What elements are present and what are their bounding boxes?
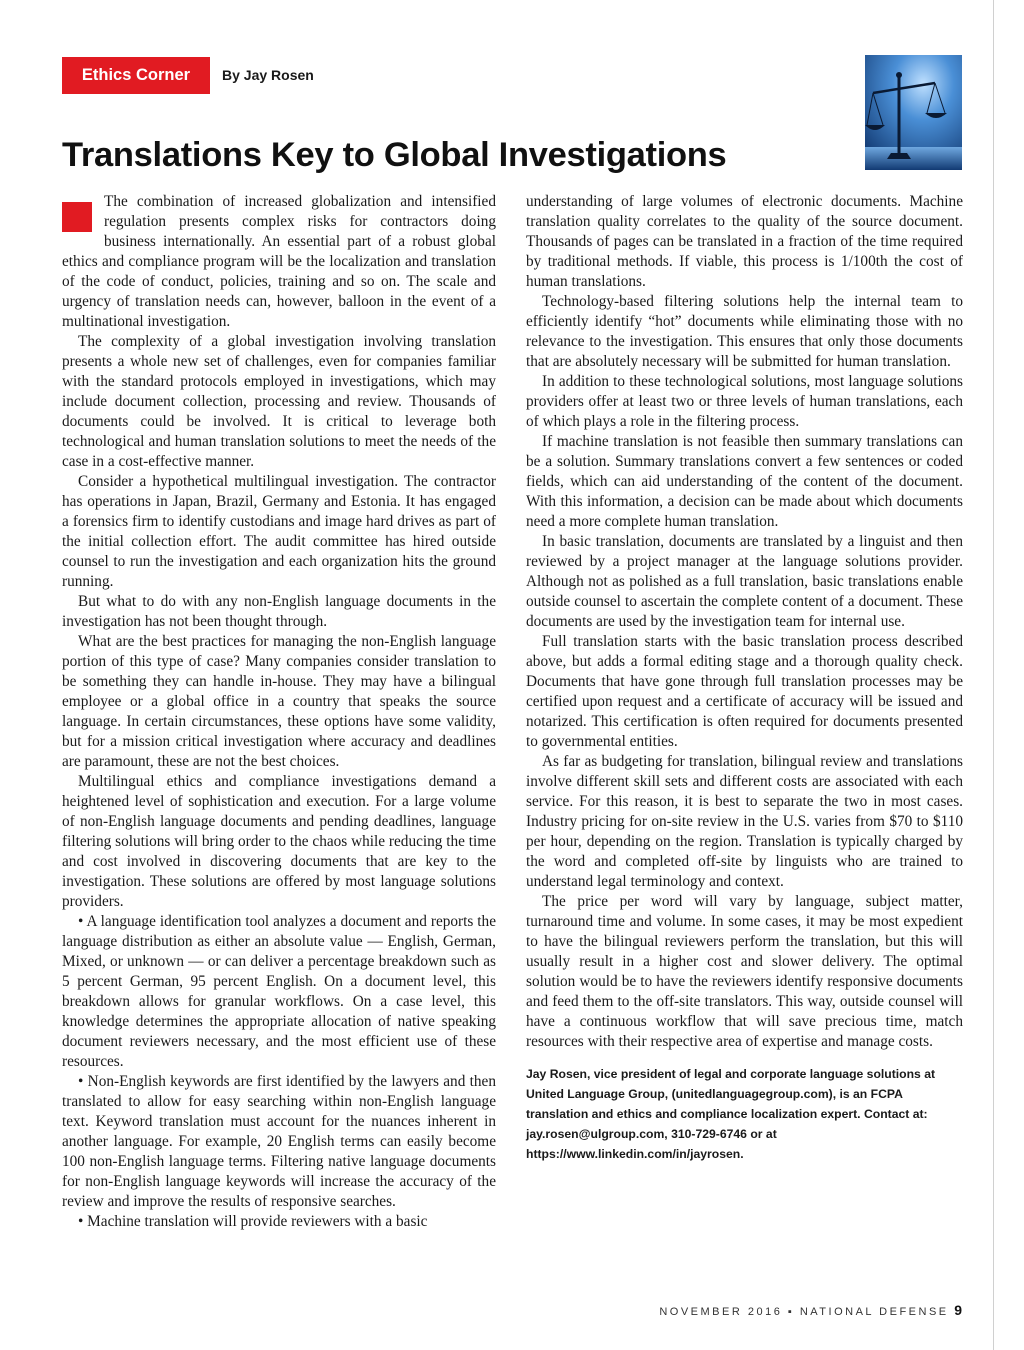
article-paragraph: In addition to these technological solutions, most language solutions providers offer at least two or three levels of human translations, each of which plays a role in the filtering process. [526,373,963,430]
issue-label: NOVEMBER 2016 ▪ NATIONAL DEFENSE [659,1306,949,1318]
article-paragraph: The complexity of a global investigation involving translation presents a whole new set of challenges, even for companies familiar with the standard protocols employed in investigations, which may include document collection, processing and review. Thousands of documents could be involved. It is critical to leverage both technological and human translation solutions to meet the needs of the case in a cost-effective manner. [62,333,496,470]
page-edge-rule [993,0,994,1350]
article-paragraph: Multilingual ethics and compliance investigations demand a heightened level of sophistication and execution. For a large volume of non-English language documents and pending deadlines, language filtering solutions will bring order to the chaos while reducing the time and cost involved in discovering documents that are key to the investigation. These solutions are offered by most language solutions providers. [62,773,496,910]
drop-cap-box [62,202,92,232]
article-paragraph: If machine translation is not feasible then summary translations can be a solution. Summary translations convert a few sentences or coded fields, which can aid understanding of the content of the document. With this information, a decision can be made about which documents need a more complete human translation. [526,433,963,530]
photo-table [865,147,962,170]
section-tag: Ethics Corner [62,57,210,94]
article-paragraph: But what to do with any non-English language documents in the investigation has not been thought through. [62,593,496,630]
scale-base [887,153,911,159]
author-bio: Jay Rosen, vice president of legal and corporate language solutions at United Language Group, (unitedlanguagegroup.com), is an FCPA translation and ethics and compliance localization expert. Contact at: jay.rosen@ulgroup.com, 310-729-6746 or at https://www.linkedin.com/in/jayrosen. [526,1067,936,1161]
article-paragraph: The price per word will vary by language, subject matter, turnaround time and volume. In some cases, it may be most expedient to have the bilingual reviewers perform the translation, but this will usually result in a higher cost and slower delivery. The optimal solution would be to have the reviewers identify responsive documents and feed them to the off-site translators. This way, outside counsel will have a continuous workflow that will save precious time, match resources with their respective area of expertise and manage costs. [526,893,963,1050]
article-paragraph: In basic translation, documents are translated by a linguist and then reviewed by a project manager at the language solutions provider. Although not as polished as a full translation, basic translations enable outside counsel to ascertain the complete content of a document. These documents are used by the investigation team for internal use. [526,533,963,630]
page-footer [659,1302,962,1318]
article-column-left [62,192,496,1232]
bullet-paragraph: • A language identification tool analyzes a document and reports the language distribution as either an absolute value — English, German, Mixed, or unknown — or can deliver a percentage breakdown such as 5 percent German, 95 percent English. On a document level, this breakdown allows for granular workflows. On a case level, this knowledge determines the appropriate allocation of native speaking document reviewers necessary, and the most efficient use of these resources. [62,913,496,1070]
article-paragraph: understanding of large volumes of electronic documents. Machine translation quality correlates to the quality of the source document. Thousands of pages can be translated in a fraction of the time required by traditional methods. If viable, this process is 1/100th the cost of human translations. [526,193,963,290]
article-paragraph: Technology-based filtering solutions help the internal team to efficiently identify “hot” documents while eliminating those with no relevance to the investigation. This ensures that only those documents that are absolutely necessary will be submitted for human translation. [526,293,963,370]
article-paragraph [62,192,496,332]
headline: Translations Key to Global Investigations [62,136,727,174]
scales-of-justice-photo [865,55,962,170]
bullet-paragraph: • Non-English keywords are first identified by the lawyers and then translated to allow for easy searching within non-English language text. Keyword translation must account for the nuances inherent in another language. For example, 20 English terms can easily become 100 non-English language terms. Filtering native language documents for non-English language keywords will increase the accuracy of the review and improve the results of responsive searches. [62,1073,496,1210]
article-paragraph: Consider a hypothetical multilingual investigation. The contractor has operations in Japan, Brazil, Germany and Estonia. It has engaged a forensics firm to identify custodians and image hard drives as part of the initial collection effort. The audit committee has hired outside counsel to run the investigation and each organization hits the ground running. [62,473,496,590]
article-column-right [526,192,963,1164]
article-paragraph: Full translation starts with the basic translation process described above, but adds a formal editing stage and a thorough quality check. Documents that have gone through full translation processes may be certified upon request and a certificate of accuracy will be issued and notarized. This certification is often required for documents presented to governmental entities. [526,633,963,750]
bullet-paragraph: • Machine translation will provide reviewers with a basic [78,1213,428,1230]
byline: By Jay Rosen [222,67,314,83]
article-paragraph: What are the best practices for managing the non-English language portion of this type of case? Many companies consider translation to be something they can handle in-house. They may have a bilingual employee or a global office in a country that speaks the source language. In certain circumstances, these options have some validity, but for a mission critical investigation where accuracy and deadlines are paramount, these are not the best choices. [62,633,496,770]
paragraph-text: The combination of increased globalization and intensified regulation presents complex risks for contractors doing business internationally. An essential part of a robust global ethics and compliance program will be the localization and translation of the code of conduct, policies, training and so on. The scale and urgency of translation needs can, however, balloon in the event of a multinational investigation. [62,193,496,330]
scale-top [896,72,902,78]
article-paragraph: As far as budgeting for translation, bilingual review and translations involve different skill sets and different costs are associated with each service. For this reason, it is best to separate the two in most cases. Industry pricing for on-site review in the U.S. varies from $70 to $110 per hour, depending on the region. Translation is typically charged by the word and completed off-site by linguists who are trained to understand legal terminology and context. [526,753,963,890]
page-number: 9 [954,1302,962,1318]
